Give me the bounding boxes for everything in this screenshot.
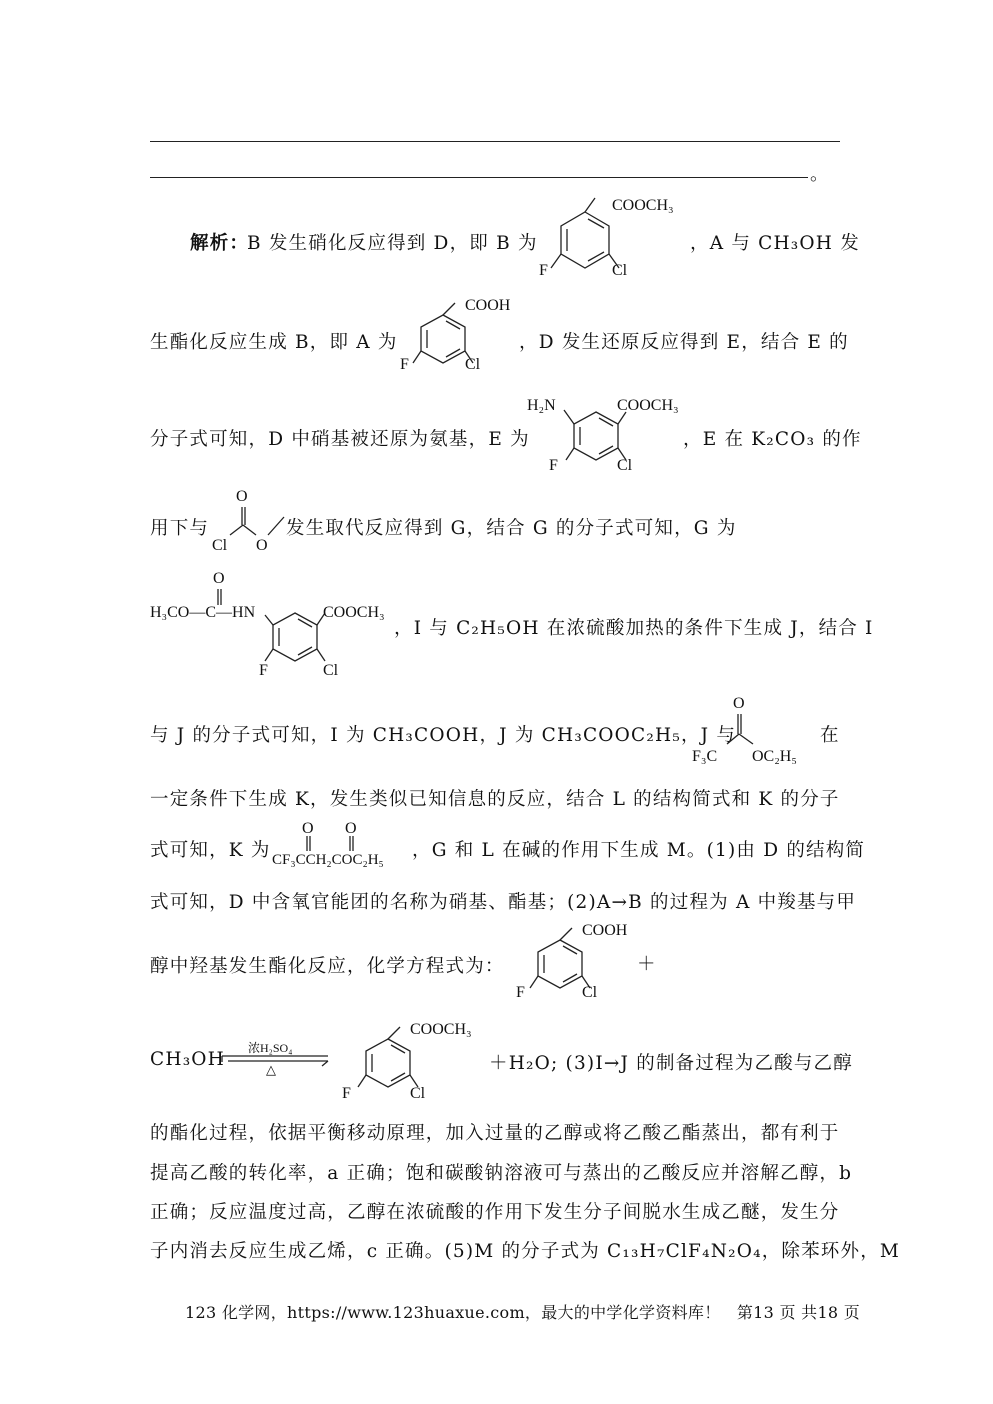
paragraph1-text-a: B 发生硝化反应得到 D，即 B 为 [247,233,538,254]
struct-e-cooch3: COOCH₃ [617,397,679,414]
struct-g-cl: Cl [323,662,339,679]
paragraph12-line-1: 的酯化过程，依据平衡移动原理，加入过量的乙醇或将乙酸乙酯蒸出，都有利于 [150,1123,840,1144]
paragraph12-line-3: 正确；反应温度过高，乙醇在浓硫酸的作用下发生分子间脱水生成乙醚，发生分 [150,1202,840,1223]
paragraph7-text: 一定条件下生成 K，发生类似已知信息的反应，结合 L 的结构简式和 K 的分子 [150,789,840,810]
ester-f3c: F₃C [692,748,718,765]
answer-line-1 [150,141,840,142]
struct-b-cl: Cl [612,262,628,279]
paragraph12-line-4: 子内消去反应生成乙烯，c 正确。(5)M 的分子式为 C₁₃H₇ClF₄N₂O₄，除苯环外，M [150,1241,901,1262]
paragraph12-line-2: 提高乙酸的转化率，a 正确；饱和碳酸钠溶液可与蒸出的乙酸反应并溶解乙醇，b [150,1163,853,1184]
analysis-label: 解析： [190,233,250,254]
paragraph2-text-a: 生酯化反应生成 B，即 A 为 [150,332,398,353]
benzene-ring-a [415,313,471,365]
chloroformate-cl: Cl [212,537,228,554]
struct-b-cooch3: COOCH₃ [612,197,674,214]
paragraph3-text-b: ，E 在 K₂CO₃ 的作 [683,429,862,450]
paragraph11-text-b: ＋H₂O; (3)I→J 的制备过程为乙酸与乙醇 [489,1053,853,1074]
struct-a2-f: F [516,984,525,1001]
answer-line-2 [150,177,808,178]
struct-a-f: F [400,356,409,373]
struct-a-cl: Cl [465,356,481,373]
struct-b-f: F [539,262,548,279]
paragraph6-text-a: 与 J 的分子式可知，I 为 CH₃COOH，J 为 CH₃COOC₂H₅，J 与 [150,725,737,746]
paragraph3-text-a: 分子式可知，D 中硝基被还原为氨基，E 为 [150,429,530,450]
struct-a2-cooh: COOH [582,922,628,939]
paragraph8-text-b: ，G 和 L 在碱的作用下生成 M。(1)由 D 的结构简 [412,840,866,861]
chloroformate-o-top: O [236,488,248,505]
struct-b2-cl: Cl [410,1085,426,1102]
ester-bonds [705,710,795,750]
struct-k-formula: CF₃CCH₂COC₂H₅ [272,852,384,868]
paragraph10-text: 醇中羟基发生酯化反应，化学方程式为： [150,956,505,977]
struct-e-cl: Cl [617,457,633,474]
chloroformate-bonds [218,503,288,543]
ester-oc2h5: OC₂H₅ [752,748,797,765]
struct-g-o-top: O [213,570,225,587]
struct-a-cooh: COOH [465,297,511,314]
struct-b2-f: F [342,1085,351,1102]
page-footer: 123 化学网，https://www.123huaxue.com，最大的中学化学资料库！ 第13 页 共18 页 [185,1303,861,1322]
benzene-ring-b [555,210,615,270]
paragraph5-text: ，I 与 C₂H₅OH 在浓硫酸加热的条件下生成 J，结合 I [394,618,874,639]
struct-k-o2: O [345,820,357,837]
paragraph8-text-a: 式可知，K 为 [150,840,271,861]
struct-a2-cl: Cl [582,984,598,1001]
benzene-ring-e [568,410,624,462]
reaction-heat: △ [266,1062,276,1077]
struct-e-nh2: H₂N [527,397,556,414]
reaction-catalyst: 浓H₂SO₄ [248,1041,293,1055]
struct-g-f: F [259,662,268,679]
benzene-ring-b2 [360,1037,416,1089]
equilibrium-arrow-icon [218,1052,338,1070]
plus-sign: ＋ [637,954,657,975]
paragraph6-text-b: 在 [820,725,840,746]
struct-g-cooch3: COOCH₃ [323,604,385,621]
struct-k-o1: O [302,820,314,837]
benzene-ring-a2 [532,938,588,990]
struct-b2-cooch3: COOCH₃ [410,1021,472,1038]
struct-g-left: H₃CO—C—HN [150,604,256,621]
paragraph1-text-b: ，A 与 CH₃OH 发 [690,233,860,254]
ester-o: O [733,695,745,712]
paragraph4-text-a: 用下与 [150,518,210,539]
structure-g-bonds [205,585,365,675]
paragraph4-text-b: 发生取代反应得到 G，结合 G 的分子式可知，G 为 [286,518,737,539]
equation-reactant-methanol: CH₃OH [150,1049,226,1070]
chloroformate-o-bottom: O [256,537,268,554]
paragraph9-text: 式可知，D 中含氧官能团的名称为硝基、酯基；(2)A→B 的过程为 A 中羧基与甲 [150,892,857,913]
answer-line-period: 。 [810,164,830,185]
struct-e-f: F [549,457,558,474]
paragraph2-text-b: ，D 发生还原反应得到 E，结合 E 的 [519,332,849,353]
